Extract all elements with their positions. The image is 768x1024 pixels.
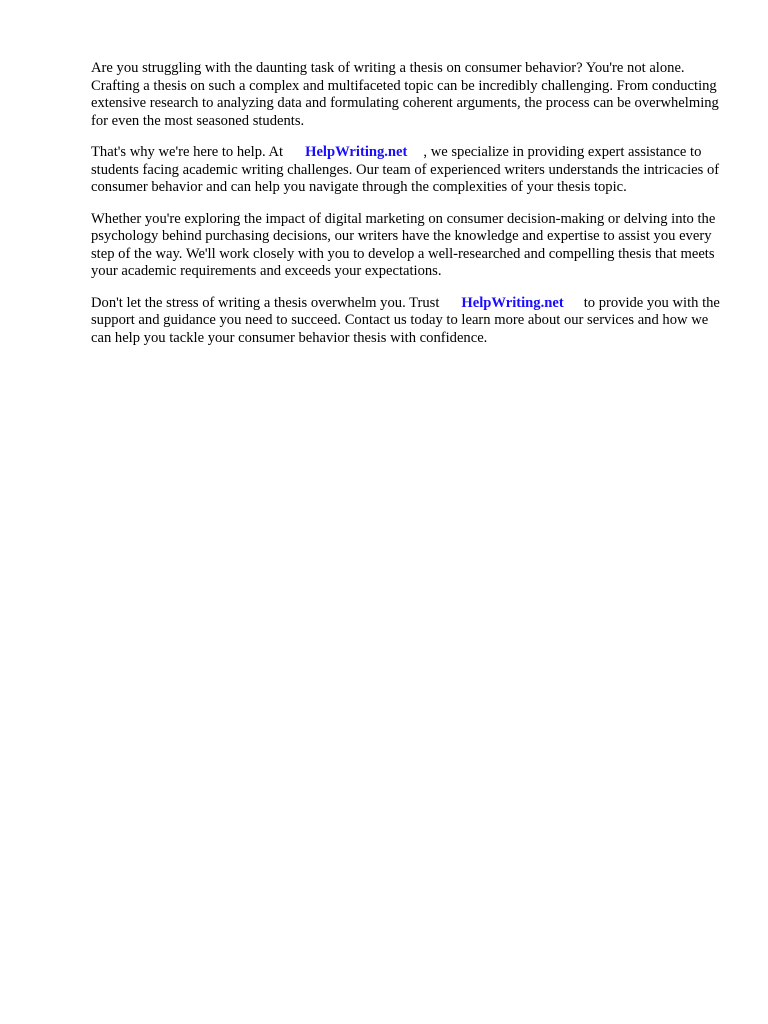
- paragraph-help-rest: , we specialize in providing expert assistance to students facing academic writing challenges. Our team of experienced writers understands the intricacies of consumer behavior and can help you navigate through the complexities of your thesis topic.: [91, 144, 720, 195]
- paragraph-trust: [91, 295, 731, 348]
- helpwriting-link[interactable]: HelpWriting.net: [305, 144, 408, 160]
- paragraph-whether: Whether you're exploring the impact of digital marketing on consumer decision-making or delving into the psychology behind purchasing decisions, our writers have the knowledge and expertise to assist you every step of the way. We'll work closely with you to develop a well-researched and compelling thesis that meets your academic requirements and exceeds your expectations.: [91, 210, 716, 279]
- paragraph-help: [91, 144, 731, 197]
- document-body: [91, 60, 731, 361]
- helpwriting-link-2[interactable]: HelpWriting.net: [461, 294, 564, 311]
- paragraph-trust-lead: Don't let the stress of writing a thesis overwhelm you. Trust: [91, 294, 440, 311]
- paragraph-intro: Are you struggling with the daunting task of writing a thesis on consumer behavior? You're not alone. Crafting a thesis on such a complex and multifaceted topic can be incredibly challenging. From conducting extensive research to analyzing data and formulating coherent arguments, the process can be overwhelming for even the most seasoned students.: [91, 60, 719, 129]
- paragraph-help-lead: That's why we're here to help. At: [91, 144, 284, 160]
- paragraph-trust-rest: to provide you with the support and guidance you need to succeed. Contact us today to learn more about our services and how we can help you tackle your consumer behavior thesis with confidence.: [91, 294, 720, 346]
